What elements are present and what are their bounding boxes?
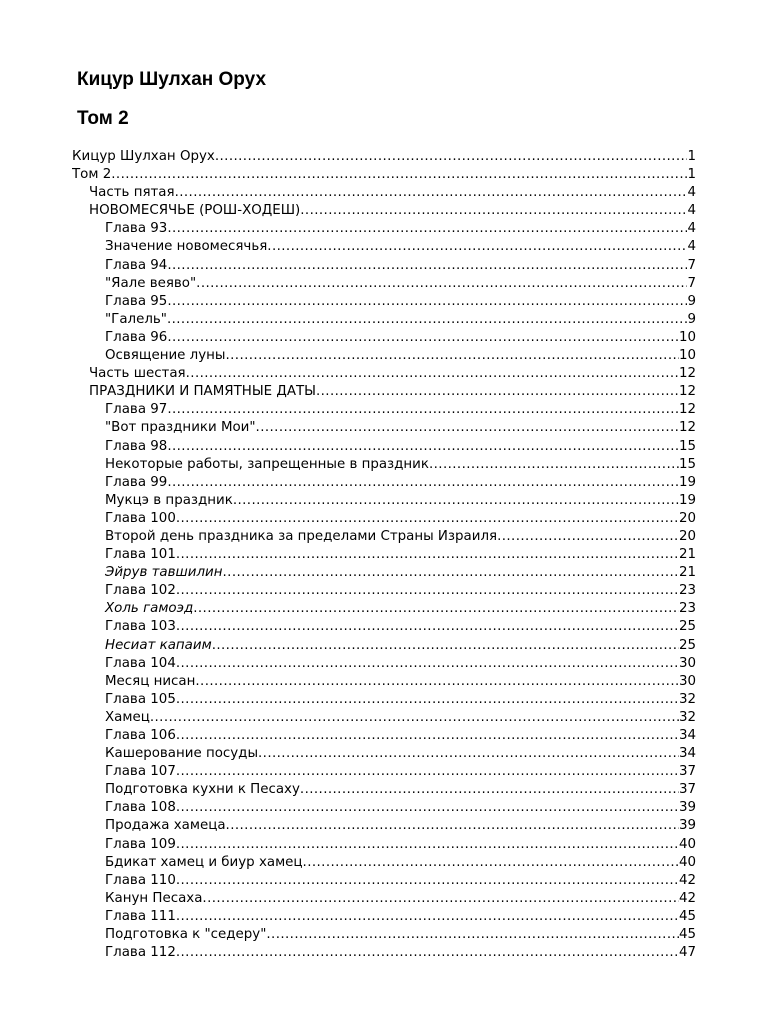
toc-dot-leader (233, 492, 679, 510)
toc-entry-label: "Яале веяво" (105, 275, 197, 291)
toc-dot-leader (175, 184, 688, 202)
toc-entry-page-number: 12 (678, 384, 696, 400)
table-of-contents (72, 148, 696, 962)
toc-entry[interactable] (72, 238, 696, 256)
toc-entry-page-number: 21 (678, 547, 696, 563)
toc-entry[interactable] (72, 456, 696, 474)
toc-entry-label: Часть шестая (89, 366, 186, 382)
toc-entry-page-number: 1 (687, 149, 696, 164)
toc-entry[interactable] (72, 709, 696, 727)
document-subtitle: Том 2 (77, 108, 129, 129)
toc-entry-label: Глава 104 (105, 655, 176, 671)
toc-entry[interactable] (72, 401, 696, 419)
toc-entry[interactable] (72, 220, 696, 238)
toc-dot-leader (267, 238, 687, 256)
toc-dot-leader (111, 166, 687, 184)
toc-entry[interactable] (72, 275, 696, 293)
toc-dot-leader (167, 401, 679, 419)
toc-entry[interactable] (72, 329, 696, 347)
toc-entry-label: Холь гамоэд (105, 601, 194, 617)
toc-dot-leader (176, 836, 679, 854)
toc-entry-page-number: 32 (678, 691, 696, 707)
toc-entry-label: Глава 97 (105, 402, 168, 418)
toc-entry-page-number: 20 (678, 510, 696, 526)
toc-entry-label: Глава 107 (105, 764, 176, 780)
toc-entry-page-number: 45 (678, 908, 696, 924)
toc-entry-label: Некоторые работы, запрещенные в праздник (105, 456, 429, 472)
toc-dot-leader (167, 293, 687, 311)
toc-entry-page-number: 19 (678, 474, 696, 490)
toc-entry-page-number: 12 (678, 366, 696, 382)
toc-entry-label: НОВОМЕСЯЧЬЕ (РОШ-ХОДЕШ) (89, 203, 301, 219)
toc-dot-leader (176, 944, 679, 962)
toc-entry-page-number: 42 (678, 872, 696, 888)
toc-entry[interactable] (72, 745, 696, 763)
toc-entry-page-number: 23 (678, 583, 696, 599)
toc-entry-page-number: 7 (687, 257, 696, 273)
toc-entry[interactable] (72, 655, 696, 673)
toc-entry-label: Глава 101 (105, 547, 176, 563)
toc-entry-page-number: 37 (678, 782, 696, 798)
toc-entry-page-number: 32 (678, 709, 696, 725)
toc-dot-leader (176, 546, 679, 564)
toc-entry-label: Кицур Шулхан Орух (72, 149, 215, 164)
toc-entry-page-number: 10 (678, 329, 696, 345)
toc-entry[interactable] (72, 691, 696, 709)
toc-dot-leader (497, 528, 679, 546)
toc-dot-leader (223, 564, 679, 582)
toc-entry[interactable] (72, 419, 696, 437)
toc-entry[interactable] (72, 854, 696, 872)
toc-entry-label: Подготовка кухни к Песаху (105, 782, 300, 798)
toc-dot-leader (300, 202, 687, 220)
toc-dot-leader (202, 890, 679, 908)
toc-entry-page-number: 40 (678, 836, 696, 852)
toc-entry-page-number: 12 (678, 402, 696, 418)
toc-entry[interactable] (72, 890, 696, 908)
toc-entry-page-number: 40 (678, 854, 696, 870)
toc-dot-leader (258, 745, 679, 763)
toc-entry-page-number: 39 (678, 800, 696, 816)
toc-dot-leader (195, 673, 679, 691)
toc-entry[interactable] (72, 908, 696, 926)
toc-entry-label: Глава 102 (105, 583, 176, 599)
toc-entry-page-number: 1 (687, 167, 696, 183)
toc-dot-leader (150, 709, 679, 727)
toc-entry[interactable] (72, 546, 696, 564)
toc-entry[interactable] (72, 600, 696, 618)
toc-entry-page-number: 9 (687, 293, 696, 309)
toc-dot-leader (215, 148, 688, 166)
toc-dot-leader (212, 637, 679, 655)
toc-entry[interactable] (72, 492, 696, 510)
toc-entry-page-number: 45 (678, 927, 696, 943)
toc-entry-label: Глава 98 (105, 438, 168, 454)
toc-dot-leader (176, 727, 679, 745)
document-title: Кицур Шулхан Орух (77, 69, 267, 90)
toc-dot-leader (167, 474, 679, 492)
toc-entry-label: ПРАЗДНИКИ И ПАМЯТНЫЕ ДАТЫ (89, 384, 316, 400)
toc-dot-leader (176, 510, 679, 528)
toc-dot-leader (176, 872, 679, 890)
toc-entry[interactable] (72, 166, 696, 184)
toc-dot-leader (176, 908, 679, 926)
toc-dot-leader (176, 799, 679, 817)
toc-entry-page-number: 20 (678, 528, 696, 544)
toc-entry-label: Второй день праздника за пределами Страны Израиля (105, 528, 498, 544)
toc-dot-leader (266, 926, 679, 944)
toc-entry-label: Глава 105 (105, 691, 176, 707)
toc-entry[interactable] (72, 202, 696, 220)
toc-entry-label: Глава 100 (105, 510, 176, 526)
toc-dot-leader (429, 456, 679, 474)
toc-entry-page-number: 37 (678, 764, 696, 780)
toc-entry-label: Глава 106 (105, 728, 176, 743)
toc-entry-page-number: 34 (678, 746, 696, 762)
toc-entry-label: Глава 109 (105, 836, 176, 852)
toc-entry-page-number: 42 (678, 890, 696, 906)
toc-entry-page-number: 30 (678, 673, 696, 689)
toc-entry[interactable] (72, 438, 696, 456)
toc-entry[interactable] (72, 673, 696, 691)
toc-entry-page-number: 30 (678, 655, 696, 671)
toc-dot-leader (176, 582, 679, 600)
toc-entry[interactable] (72, 582, 696, 600)
toc-entry-page-number: 9 (687, 311, 696, 327)
toc-entry[interactable] (72, 257, 696, 275)
toc-entry[interactable] (72, 817, 696, 835)
toc-entry[interactable] (72, 944, 696, 962)
toc-entry-page-number: 4 (687, 185, 696, 201)
toc-entry-page-number: 10 (678, 348, 696, 364)
toc-entry-page-number: 21 (678, 565, 696, 581)
toc-entry-page-number: 34 (678, 728, 696, 743)
toc-dot-leader (193, 600, 679, 618)
toc-entry-page-number: 23 (678, 601, 696, 617)
toc-entry-label: Глава 99 (105, 474, 168, 490)
toc-entry-label: Часть пятая (89, 185, 175, 201)
toc-entry-label: Глава 95 (105, 293, 168, 309)
toc-entry-page-number: 25 (678, 619, 696, 635)
toc-entry[interactable] (72, 781, 696, 799)
toc-dot-leader (167, 329, 679, 347)
toc-entry[interactable] (72, 637, 696, 655)
toc-entry[interactable] (72, 347, 696, 365)
toc-entry-page-number: 15 (678, 456, 696, 472)
toc-entry-label: Глава 94 (105, 257, 168, 273)
toc-dot-leader (316, 383, 679, 401)
toc-dot-leader (226, 817, 679, 835)
toc-dot-leader (167, 438, 679, 456)
toc-entry-label: Освящение луны (105, 348, 226, 364)
toc-dot-leader (176, 655, 679, 673)
toc-entry-label: Глава 103 (105, 619, 176, 635)
toc-entry-label: Канун Песаха (105, 890, 203, 906)
toc-entry-label: Несиат капаим (105, 637, 212, 653)
toc-entry-page-number: 4 (687, 221, 696, 237)
toc-entry[interactable] (72, 528, 696, 546)
toc-entry[interactable] (72, 383, 696, 401)
toc-entry[interactable] (72, 618, 696, 636)
toc-entry-label: Глава 112 (105, 945, 176, 961)
toc-entry-page-number: 12 (678, 420, 696, 436)
toc-dot-leader (167, 220, 687, 238)
toc-entry-label: Бдикат хамец и биур хамец (105, 854, 303, 870)
toc-entry-page-number: 4 (687, 239, 696, 255)
toc-dot-leader (186, 365, 679, 383)
toc-entry[interactable] (72, 872, 696, 890)
toc-entry[interactable] (72, 836, 696, 854)
toc-entry[interactable] (72, 799, 696, 817)
toc-entry-page-number: 19 (678, 492, 696, 508)
toc-entry[interactable] (72, 474, 696, 492)
toc-entry[interactable] (72, 148, 696, 166)
toc-entry-page-number: 39 (678, 818, 696, 834)
toc-entry[interactable] (72, 184, 696, 202)
toc-entry-page-number: 4 (687, 203, 696, 219)
toc-entry-label: Мукцэ в праздник (105, 492, 233, 508)
toc-entry-label: Глава 108 (105, 800, 176, 816)
toc-entry-label: Глава 96 (105, 329, 168, 345)
toc-dot-leader (225, 347, 678, 365)
toc-dot-leader (196, 275, 687, 293)
toc-entry[interactable] (72, 926, 696, 944)
toc-entry-label: Месяц нисан (105, 673, 196, 689)
toc-dot-leader (176, 691, 679, 709)
toc-entry[interactable] (72, 510, 696, 528)
toc-dot-leader (300, 781, 679, 799)
toc-entry-label: Глава 93 (105, 221, 168, 237)
toc-entry[interactable] (72, 763, 696, 781)
toc-entry[interactable] (72, 311, 696, 329)
toc-entry-label: Хамец (105, 709, 150, 725)
toc-entry-label: Продажа хамеца (105, 818, 226, 834)
toc-entry-label: Кашерование посуды (105, 746, 259, 762)
toc-dot-leader (176, 763, 679, 781)
toc-entry[interactable] (72, 727, 696, 745)
toc-entry-label: "Галель" (105, 311, 167, 327)
toc-entry-label: Том 2 (72, 167, 112, 183)
toc-entry-label: Глава 110 (105, 872, 176, 888)
toc-dot-leader (167, 257, 687, 275)
toc-entry-label: "Вот праздники Мои" (105, 420, 256, 436)
toc-entry[interactable] (72, 564, 696, 582)
toc-dot-leader (176, 618, 679, 636)
toc-entry-label: Значение новомесячья (105, 239, 268, 255)
toc-entry-page-number: 25 (678, 637, 696, 653)
toc-dot-leader (303, 854, 679, 872)
toc-entry-label: Эйрув тавшилин (105, 565, 223, 581)
toc-dot-leader (167, 311, 688, 329)
toc-entry-page-number: 7 (687, 275, 696, 291)
toc-dot-leader (256, 419, 679, 437)
toc-entry[interactable] (72, 365, 696, 383)
toc-entry[interactable] (72, 293, 696, 311)
toc-entry-label: Подготовка к "седеру" (105, 927, 267, 943)
toc-entry-label: Глава 111 (105, 908, 176, 924)
toc-entry-page-number: 15 (678, 438, 696, 454)
toc-entry-page-number: 47 (678, 945, 696, 961)
